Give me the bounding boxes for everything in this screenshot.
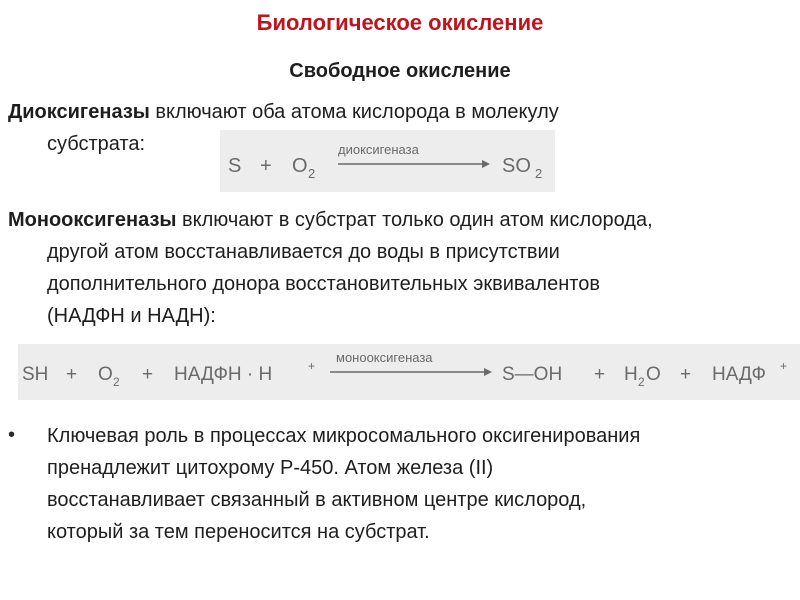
monooxygenase-text-1: включают в субстрат только один атом кислорода, [176,209,653,231]
slide-subtitle: Свободное окисление [289,60,511,82]
eq2-reactant-o2-sub: 2 [113,375,120,389]
eq1-reactant-o2: O [292,155,308,177]
bullet-marker: • [8,424,16,446]
eq2-product-nadp: НАДФ [712,364,766,385]
eq2-reactant-nadph-sup: + [308,359,316,373]
slide-title: Биологическое окисление [256,10,544,35]
eq2-arrowhead [484,368,492,376]
eq2-product-soh: S—OH [502,364,563,385]
bullet-text-4: который за тем переносится на субстрат. [47,521,430,543]
bullet-text-1: Ключевая роль в процессах микросомального оксигенирования [47,425,641,447]
eq2-product-nadp-sup: + [780,359,788,373]
eq1-reactant-s: S [228,155,242,177]
dioxygenase-term: Диоксигеназы [8,101,150,123]
eq2-plus-2: + [142,364,154,385]
eq2-plus-4: + [680,364,692,385]
monooxygenase-text-3: дополнительного донора восстановительных эквивалентов [47,273,600,295]
eq2-reactant-o2: O [98,364,113,385]
eq1-product-sub: 2 [535,166,543,181]
dioxygenase-line-1 [8,96,559,128]
dioxygenase-text-2: субстрата: [47,133,146,155]
eq2-plus-3: + [594,364,606,385]
monooxygenase-text-2: другой атом восстанавливается до воды в присутствии [47,241,560,263]
monooxygenase-term: Монооксигеназы [8,209,177,231]
eq2-enzyme-label: монооксигеназа [336,350,433,365]
eq1-product-so2: SO [502,155,531,177]
eq2-product-h: H [624,364,638,385]
eq1-plus: + [260,155,272,177]
monooxygenase-equation [18,344,800,400]
eq1-enzyme-label: диоксигеназа [338,142,419,157]
bullet-text-2: пренадлежит цитохрому Р-450. Атом железа (II) [47,457,494,479]
eq2-reactant-sh: SH [22,364,49,385]
dioxygenase-equation [220,130,555,192]
eq1-arrowhead [482,160,490,168]
monooxygenase-text-4: (НАДФН и НАДН): [47,305,216,327]
dioxygenase-text-1: включают оба атома кислорода в молекулу [149,101,559,123]
eq2-reactant-nadph: НАДФН · Н [174,364,273,385]
eq2-product-h2o-sub: 2 [638,375,645,389]
eq1-reactant-o2-sub: 2 [308,166,316,181]
bullet-text-3: восстанавливает связанный в активном центре кислород, [47,489,587,511]
eq2-product-o: O [646,364,661,385]
monooxygenase-line-1 [8,204,653,236]
eq2-plus-1: + [66,364,78,385]
